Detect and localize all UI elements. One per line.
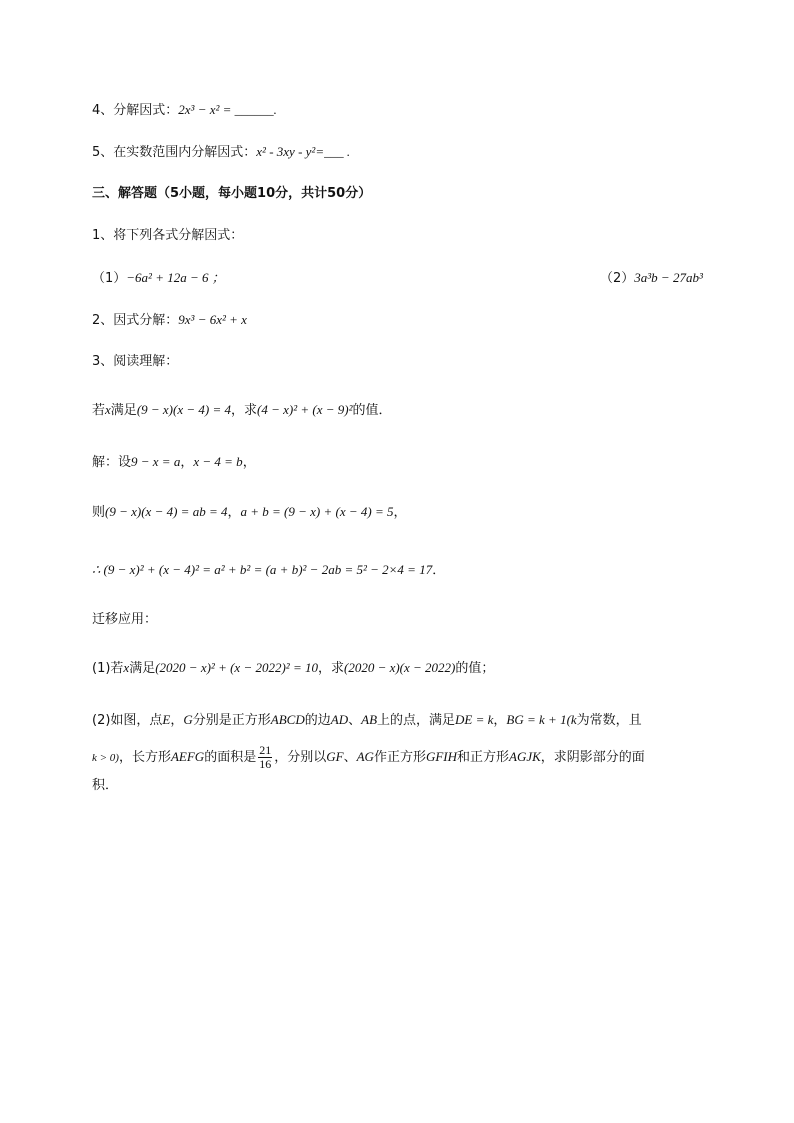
app2-side-ad: AD (330, 712, 349, 727)
p1-part2-expression: 3a³b − 27ab³ (634, 270, 703, 285)
cond-target: (4 − x)² + (x − 9)² (257, 402, 353, 417)
app2-text: 、 (348, 713, 362, 728)
app2-bg-eq: BG = k + 1(k (506, 712, 577, 727)
then-eq2: a + b = (9 − x) + (x − 4) = 5 (240, 504, 394, 519)
app2-text: 上的点，满足 (377, 713, 456, 728)
app2-square-abcd: ABCD (270, 712, 305, 727)
app2-k-condition: k > 0) (92, 752, 119, 764)
q4-expression: 2x³ − x² = ______. (178, 102, 277, 117)
p1-part1-label: （1） (92, 271, 127, 286)
q5-expression: x² - 3xy - y²=___ . (256, 144, 351, 159)
app2-de-eq: DE = k (455, 712, 494, 727)
fraction-denominator: 16 (259, 757, 272, 771)
app2-text: 和正方形 (457, 750, 510, 765)
sol-prefix: 解：设 (92, 455, 132, 470)
app2-side-ag: AG (356, 749, 374, 764)
area-fraction (258, 744, 272, 771)
application-2-line-1 (92, 710, 642, 731)
section-3-heading: 三、解答题（5小题，每小题10分，共计50分） (92, 186, 372, 201)
app2-point-g: G (183, 712, 193, 727)
app2-text: ，长方形 (118, 750, 171, 765)
problem-3-therefore (92, 560, 445, 581)
problem-2 (92, 310, 247, 331)
cond-x: x (105, 402, 111, 417)
app1-equation: (2020 − x)² + (x − 2022)² = 10 (155, 660, 318, 675)
cond-equation: (9 − x)(x − 4) = 4 (136, 402, 231, 417)
q5-label: 5、在实数范围内分解因式： (92, 145, 257, 160)
p1-part2-label: （2） (600, 271, 635, 286)
app1-end: 的值； (455, 661, 495, 676)
problem-1-part-2 (600, 268, 703, 289)
app2-text: 分别是正方形 (192, 713, 271, 728)
application-1 (92, 658, 494, 679)
app2-text: 作正方形 (373, 750, 426, 765)
cond-ask: ，求 (231, 403, 258, 418)
then-end: ， (393, 505, 407, 520)
problem-3-title: 3、阅读理解： (92, 354, 179, 369)
cond-prefix: 若 (92, 403, 106, 418)
app2-rect-aefg: AEFG (170, 749, 205, 764)
app2-point-e: E (162, 712, 171, 727)
app2-text: ， (170, 713, 184, 728)
problem-1-part-1 (92, 268, 225, 289)
problem-3-condition (92, 400, 392, 421)
app2-side-ab: AB (361, 712, 378, 727)
then-prefix: 则 (92, 505, 106, 520)
p1-part1-expression: −6a² + 12a − 6 ； (126, 270, 225, 285)
app2-square-agjk: AGJK (509, 749, 541, 764)
problem-3-solution-setup (92, 452, 256, 473)
problem-3-solution-then (92, 502, 407, 523)
q4-label: 4、分解因式： (92, 103, 179, 118)
therefore-equation: ∴ (9 − x)² + (x − 4)² = a² + b² = (a + b)² − 2ab = 5² − 2×4 = 17 (92, 562, 433, 577)
then-eq1: (9 − x)(x − 4) = ab = 4 (105, 504, 228, 519)
app2-text: ， (493, 713, 507, 728)
app1-ask: ，求 (317, 661, 344, 676)
app1-prefix: (1)若 (92, 661, 124, 676)
p2-label: 2、因式分解： (92, 313, 179, 328)
sol-sep: ， (180, 455, 194, 470)
p2-expression: 9x³ − 6x² + x (178, 312, 247, 327)
app1-mid: 满足 (129, 661, 156, 676)
transfer-heading: 迁移应用： (92, 612, 158, 627)
app2-text: 的面积是 (204, 750, 257, 765)
question-5 (92, 142, 350, 163)
app2-text: 、 (343, 750, 357, 765)
question-4 (92, 100, 277, 121)
app2-text: (2)如图，点 (92, 713, 163, 728)
app2-square-gfih: GFIH (425, 749, 457, 764)
app1-target: (2020 − x)(x − 2022) (343, 660, 456, 675)
app2-side-gf: GF (326, 749, 344, 764)
application-2-line-2 (92, 742, 645, 773)
cond-mid: 满足 (110, 403, 137, 418)
fraction-numerator: 21 (259, 743, 272, 757)
cond-end: 的值． (352, 403, 392, 418)
app2-text: ，分别以 (274, 750, 327, 765)
application-2-line-3: 积． (92, 778, 119, 793)
app2-text: 的边 (304, 713, 331, 728)
sol-a: 9 − x = a (131, 454, 181, 469)
app1-x: x (123, 660, 130, 675)
app2-text: ，求阴影部分的面 (540, 750, 645, 765)
then-sep: ， (227, 505, 241, 520)
therefore-end: ． (432, 563, 446, 578)
sol-end: ， (242, 455, 256, 470)
problem-1-title: 1、将下列各式分解因式： (92, 228, 244, 243)
sol-b: x − 4 = b (193, 454, 243, 469)
app2-text: 为常数，且 (576, 713, 642, 728)
